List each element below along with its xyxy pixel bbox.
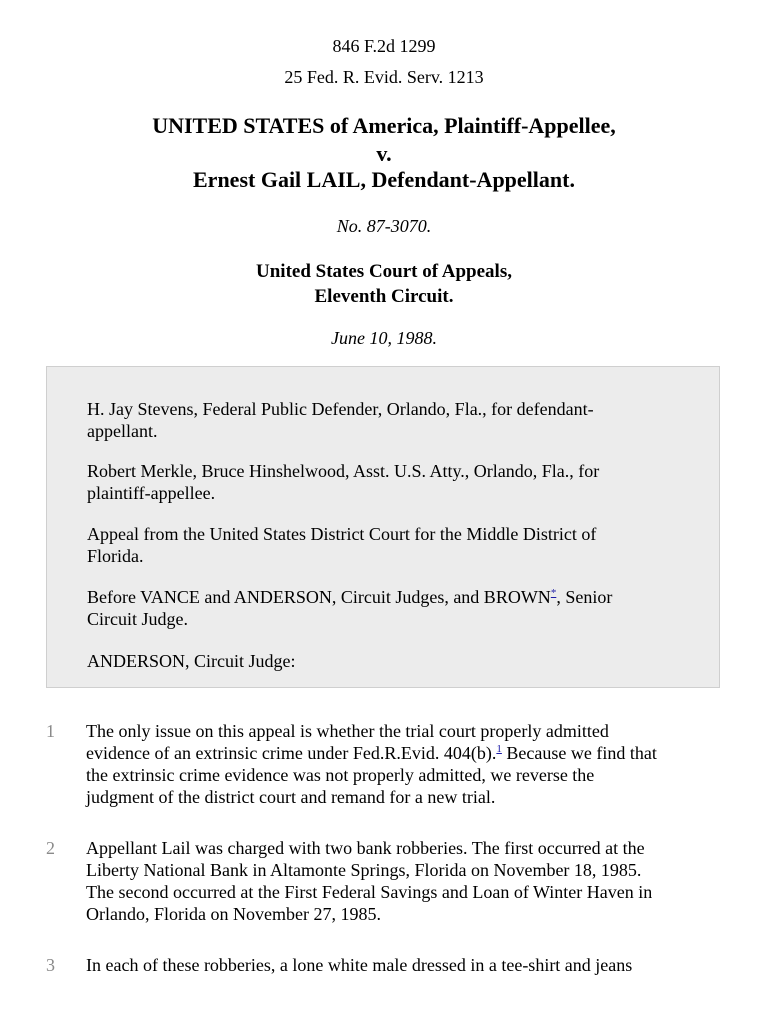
paragraph-3 [86,954,726,976]
paragraph-line: The second occurred at the First Federal Savings and Loan of Winter Haven in [86,882,653,902]
footnote-1-link[interactable]: 1 [496,743,502,755]
paragraph-line: Liberty National Bank in Altamonte Springs, Florida on November 18, 1985. [86,860,642,880]
court-circuit: Eleventh Circuit. [314,286,454,307]
evidence-citation: 25 Fed. R. Evid. Serv. 1213 [284,67,484,87]
caption-plaintiff: UNITED STATES of America, Plaintiff-Appellee, [152,113,616,138]
caption-defendant: Ernest Gail LAIL, Defendant-Appellant. [193,167,575,192]
appeal-from-line-2: Florida. [87,546,144,566]
paragraph-line: Appellant Lail was charged with two bank robberies. The first occurred at the [86,838,645,858]
paragraph-number: 2 [46,838,55,858]
reporter-citation: 846 F.2d 1299 [332,36,436,56]
decision-date: June 10, 1988. [331,328,437,348]
defense-counsel-line-2: appellant. [87,421,158,441]
prosecution-counsel-line-1: Robert Merkle, Bruce Hinshelwood, Asst. U.S. Atty., Orlando, Fla., for [87,461,600,481]
footnote-star-link[interactable]: * [550,587,557,599]
paragraph-line: judgment of the district court and remand for a new trial. [86,787,496,807]
defense-counsel [87,398,677,442]
docket-number: No. 87-3070. [336,216,432,236]
panel-judges [87,586,677,630]
prosecution-counsel-line-2: plaintiff-appellee. [87,483,216,503]
paragraph-line [86,742,726,764]
appeal-from-line-1: Appeal from the United States District Court for the Middle District of [87,524,597,544]
paragraph-line-tail: Because we find that [501,743,657,763]
paragraph-line-text: evidence of an extrinsic crime under Fed.R.Evid. 404(b). [86,743,497,763]
court-name: United States Court of Appeals, [256,261,512,282]
panel-judges-line-2: Circuit Judge. [87,609,188,629]
prosecution-counsel [87,460,677,504]
paragraph-number: 1 [46,721,55,741]
paragraph-line: the extrinsic crime evidence was not properly admitted, we reverse the [86,765,595,785]
paragraph-2 [86,837,726,925]
panel-judges-senior: , Senior [556,587,613,607]
paragraph-line: In each of these robberies, a lone white male dressed in a tee-shirt and jeans [86,955,633,975]
paragraph-line: The only issue on this appeal is whether the trial court properly admitted [86,721,609,741]
case-info-box [46,366,720,688]
paragraph-1 [86,720,726,808]
panel-judges-line-1 [87,586,677,608]
paragraph-line: Orlando, Florida on November 27, 1985. [86,904,381,924]
panel-judges-text: Before VANCE and ANDERSON, Circuit Judges, and BROWN [87,587,551,607]
paragraph-number: 3 [46,955,55,975]
opinion-author: ANDERSON, Circuit Judge: [87,651,296,671]
appeal-from [87,523,677,567]
defense-counsel-line-1: H. Jay Stevens, Federal Public Defender, Orlando, Fla., for defendant- [87,399,594,419]
caption-versus: v. [376,141,392,166]
